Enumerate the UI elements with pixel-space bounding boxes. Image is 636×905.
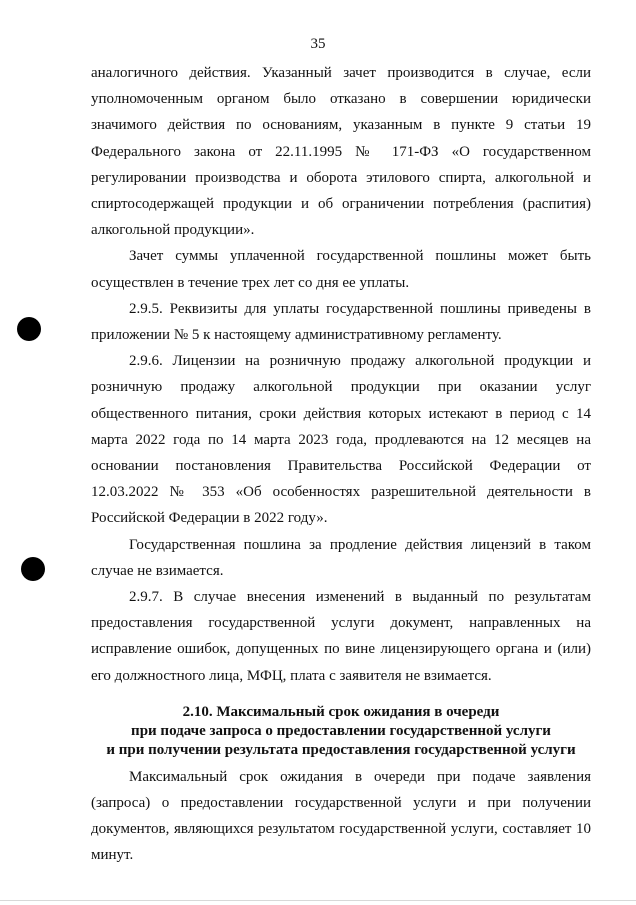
document-body bbox=[91, 60, 591, 869]
paragraph-license-fee: Государственная пошлина за продление действия лицензий в таком случае не взимается. bbox=[91, 536, 591, 579]
page-number: 35 bbox=[310, 36, 326, 52]
paragraph-continuation: аналогичного действия. Указанный зачет производится в случае, если уполномоченным органом было отказано в совершении юридически значимого действия по основаниям, указанным в пункте 9 статьи 19 Федерального закона от 22.11.1995 № 171-ФЗ «О государственном регулировании производства и оборота этилового спирта, алкогольной и спиртосодержащей продукции и об ограничении потребления (распития) алкогольной продукции». bbox=[91, 65, 591, 239]
heading-line: при подаче запроса о предоставлении государственной услуги bbox=[131, 722, 551, 739]
section-heading-2-10 bbox=[91, 703, 591, 760]
paragraph-2-9-6: 2.9.6. Лицензии на розничную продажу алкогольной продукции и розничную продажу алкогольной продукции при оказании услуг общественного питания, сроки действия которых истекают в период с 14 марта 2022 года по 14 марта 2023 года, продлеваются на 12 месяцев на основании постановления Правительства Российской Федерации от 12.03.2022 № 353 «Об особенностях разрешительной деятельности в Российской Федерации в 2022 году». bbox=[91, 353, 591, 527]
paragraph-2-9-7: 2.9.7. В случае внесения изменений в выданный по результатам предоставления государственной услуги документ, направленных на исправление ошибок, допущенных по вине лицензирующего органа и (или) его должностного лица, МФЦ, плата с заявителя не взимается. bbox=[91, 589, 591, 684]
paragraph-refund-period: Зачет суммы уплаченной государственной пошлины может быть осуществлен в течение трех лет со дня ее уплаты. bbox=[91, 248, 591, 291]
paragraph-max-wait-time: Максимальный срок ожидания в очереди при подаче заявления (запроса) о предоставлении государственной услуги и при получении документов, являющихся результатом государственной услуги, составляет 10 минут. bbox=[91, 768, 591, 864]
heading-line: 2.10. Максимальный срок ожидания в очереди bbox=[182, 703, 500, 720]
heading-line: и при получении результата предоставления государственной услуги bbox=[106, 741, 576, 758]
paragraph-2-9-5: 2.9.5. Реквизиты для уплаты государственной пошлины приведены в приложении № 5 к настоящему административному регламенту. bbox=[91, 300, 591, 344]
punch-hole bbox=[21, 557, 45, 581]
scan-edge bbox=[0, 900, 636, 901]
punch-hole bbox=[17, 317, 41, 341]
